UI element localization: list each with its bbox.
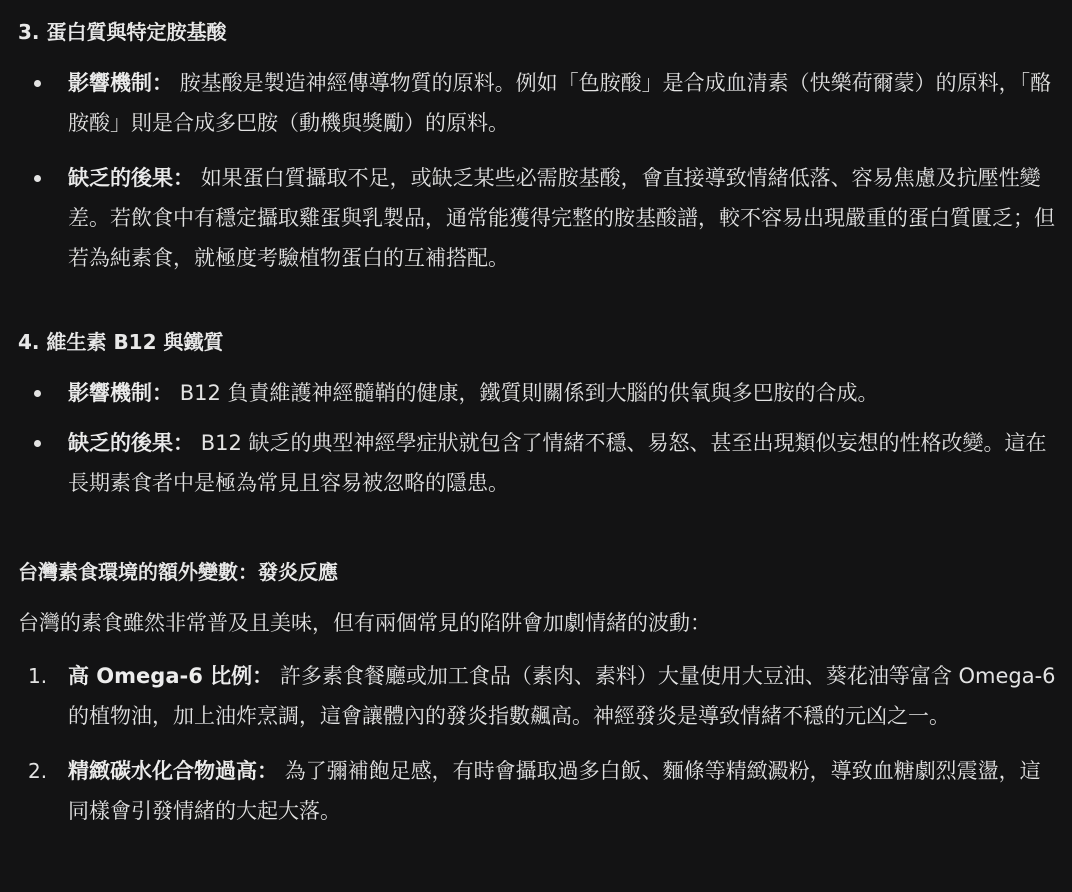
list-item [18,656,1058,736]
item-label: 影響機制： [68,381,173,405]
bullet-icon [34,175,41,182]
section-heading-inflammation: 台灣素食環境的額外變數：發炎反應 [18,560,338,584]
item-label: 精緻碳水化合物過高： [68,759,278,783]
item-label: 影響機制： [68,71,173,95]
list-item [18,63,1058,143]
item-text: 為了彌補飽足感，有時會攝取過多白飯、麵條等精緻澱粉，導致血糖劇烈震盪，這同樣會引發情緒的大起大落。 [68,759,1041,823]
item-text: B12 負責維護神經髓鞘的健康，鐵質則關係到大腦的供氧與多巴胺的合成。 [179,381,879,405]
item-label: 缺乏的後果： [68,166,194,190]
list-item [18,373,1058,413]
item-label: 高 Omega-6 比例： [68,664,274,688]
list-item [18,423,1058,503]
protein-bullet-list [18,63,1058,278]
item-text: 胺基酸是製造神經傳導物質的原料。例如「色胺酸」是合成血清素（快樂荷爾蒙）的原料，「酪胺酸」則是合成多巴胺（動機與獎勵）的原料。 [68,71,1052,135]
bullet-icon [34,80,41,87]
b12-bullet-list [18,373,1058,503]
inflammation-numbered-list [18,656,1058,831]
list-number: 1. [28,664,48,688]
list-item [18,751,1058,831]
item-text: 如果蛋白質攝取不足，或缺乏某些必需胺基酸，會直接導致情緒低落、容易焦慮及抗壓性變差。若飲食中有穩定攝取雞蛋與乳製品，通常能獲得完整的胺基酸譜，較不容易出現嚴重的蛋白質匱乏；但若為純素食，就極度考驗植物蛋白的互補搭配。 [68,166,1055,270]
item-label: 缺乏的後果： [68,431,194,455]
bullet-icon [34,440,41,447]
list-item [18,158,1058,278]
bullet-icon [34,390,41,397]
intro-paragraph: 台灣的素食雖然非常普及且美味，但有兩個常見的陷阱會加劇情緒的波動： [18,611,711,635]
section-heading-b12-iron: 4. 維生素 B12 與鐵質 [18,330,224,354]
section-heading-protein: 3. 蛋白質與特定胺基酸 [18,20,227,44]
list-number: 2. [28,759,48,783]
item-text: 許多素食餐廳或加工食品（素肉、素料）大量使用大豆油、葵花油等富含 Omega-6 的植物油，加上油炸烹調，這會讓體內的發炎指數飆高。神經發炎是導致情緒不穩的元凶之一。 [68,664,1056,728]
item-text: B12 缺乏的典型神經學症狀就包含了情緒不穩、易怒、甚至出現類似妄想的性格改變。這在長期素食者中是極為常見且容易被忽略的隱患。 [68,431,1047,495]
